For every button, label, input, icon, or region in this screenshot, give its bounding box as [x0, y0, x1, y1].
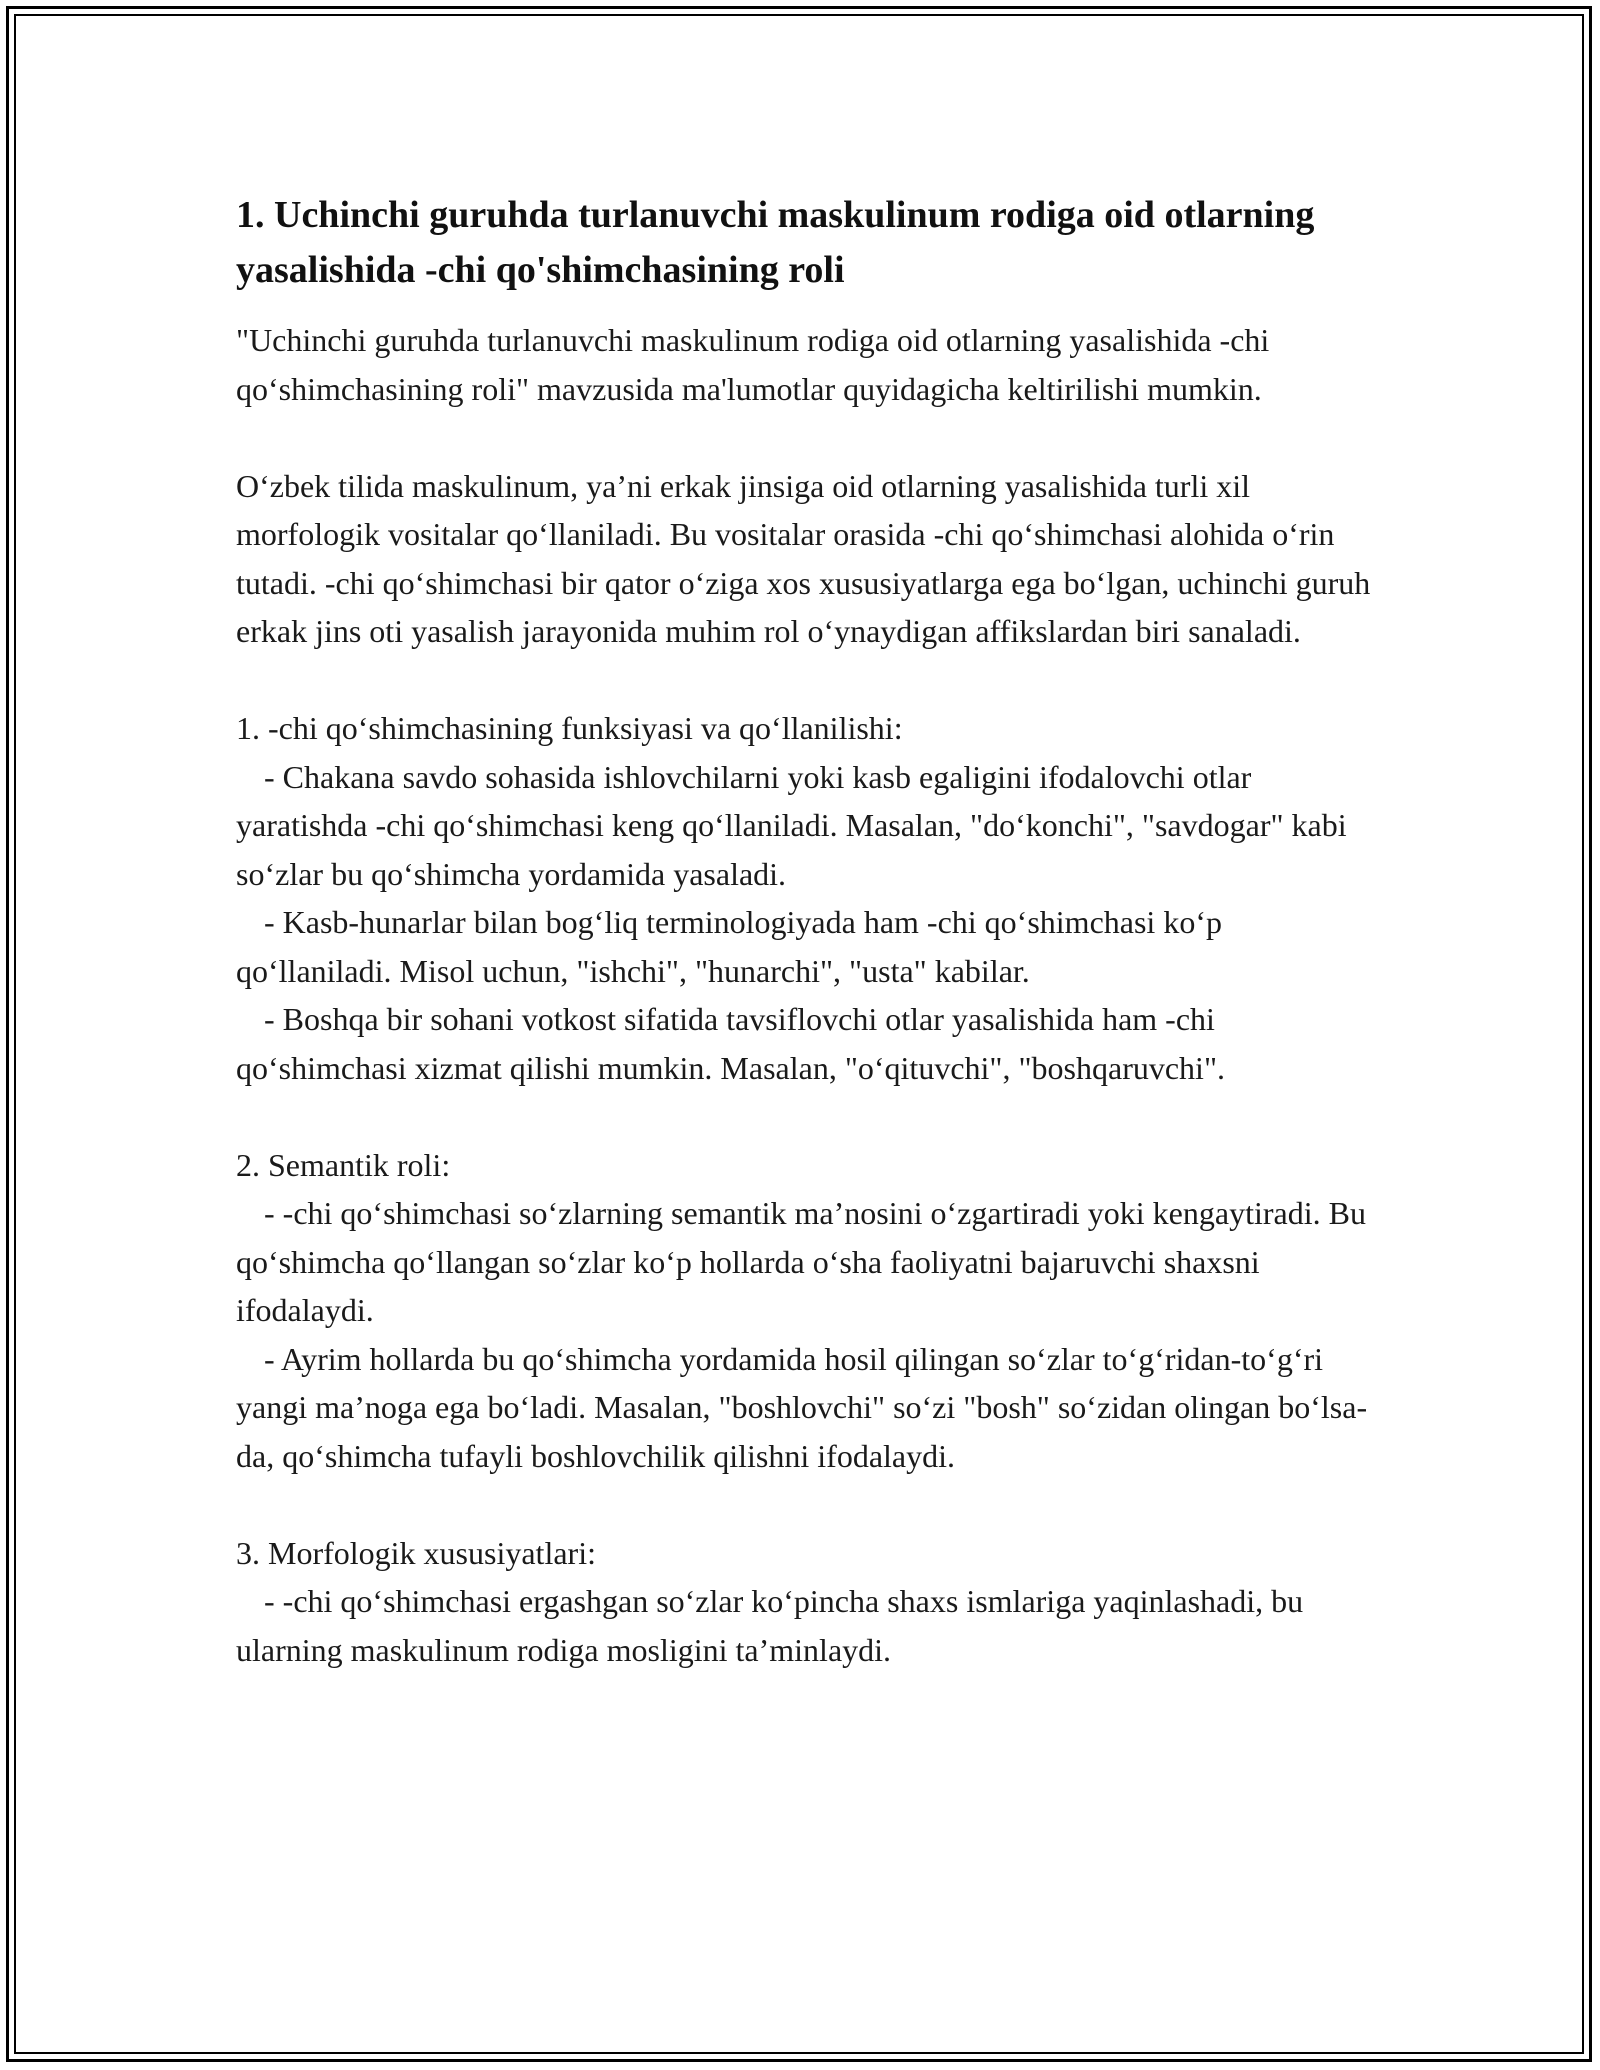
section-morphology: [236, 1529, 1376, 1675]
list-item: - Kasb-hunarlar bilan bog‘liq terminologiyada ham -chi qo‘shimchasi ko‘p qo‘llaniladi. Misol uchun, "ishchi", "hunarchi", "usta" kabilar.: [236, 904, 1222, 989]
body-paragraph: O‘zbek tilida maskulinum, ya’ni erkak jinsiga oid otlarning yasalishida turli xil morfologik vositalar qo‘llaniladi. Bu vositalar orasida -chi qo‘shimchasi alohida o‘rin tutadi. -chi qo‘shimchasi bir qator o‘ziga xos xususiyatlarga ega bo‘lgan, uchinchi guruh erkak jins oti yasalish jarayonida muhim rol o‘ynaydigan affikslardan biri sanaladi.: [236, 467, 1371, 649]
spacer: [236, 413, 1376, 462]
document-title: 1. Uchinchi guruhda turlanuvchi maskulinum rodiga oid otlarning yasalishida -chi qo'shimchasining roli: [236, 194, 1315, 291]
spacer: [236, 1480, 1376, 1529]
section-heading: 1. -chi qo‘shimchasining funksiyasi va qo‘llanilishi:: [236, 710, 903, 746]
document-body: [236, 188, 1376, 1674]
spacer: [236, 1092, 1376, 1141]
list-item: - Chakana savdo sohasida ishlovchilarni yoki kasb egaligini ifodalovchi otlar yaratishda -chi qo‘shimchasi keng qo‘llaniladi. Masalan, "do‘konchi", "savdogar" kabi so‘zlar bu qo‘shimcha yordamida yasaladi.: [236, 758, 1347, 892]
section-functions: [236, 704, 1376, 1092]
list-item: - -chi qo‘shimchasi ergashgan so‘zlar ko‘pincha shaxs ismlariga yaqinlashadi, bu ularning maskulinum rodiga mosligini ta’minlaydi.: [236, 1583, 1304, 1668]
section-semantic: [236, 1141, 1376, 1481]
section-heading: 2. Semantik roli:: [236, 1146, 451, 1183]
list-item: - -chi qo‘shimchasi so‘zlarning semantik ma’nosini o‘zgartiradi yoki kengaytiradi. Bu qo‘shimcha qo‘llangan so‘zlar ko‘p hollarda o‘sha faoliyatni bajaruvchi shaxsni ifodalaydi.: [236, 1195, 1366, 1328]
list-item: - Boshqa bir sohani votkost sifatida tavsiflovchi otlar yasalishida ham -chi qo‘shimchasi xizmat qilishi mumkin. Masalan, "o‘qituvchi", "boshqaruvchi".: [236, 1001, 1225, 1086]
section-heading: 3. Morfologik xususiyatlari:: [236, 1534, 596, 1571]
spacer: [236, 656, 1376, 705]
list-item: - Ayrim hollarda bu qo‘shimcha yordamida hosil qilingan so‘zlar to‘g‘ridan-to‘g‘ri yangi ma’noga ega bo‘ladi. Masalan, "boshlovchi" so‘zi "bosh" so‘zidan olingan bo‘lsa-da, qo‘shimcha tufayli boshlovchilik qilishni ifodalaydi.: [236, 1340, 1368, 1474]
intro-paragraph: "Uchinchi guruhda turlanuvchi maskulinum rodiga oid otlarning yasalishida -chi qo‘shimchasining roli" mavzusida ma'lumotlar quyidagicha keltirilishi mumkin.: [236, 322, 1270, 407]
